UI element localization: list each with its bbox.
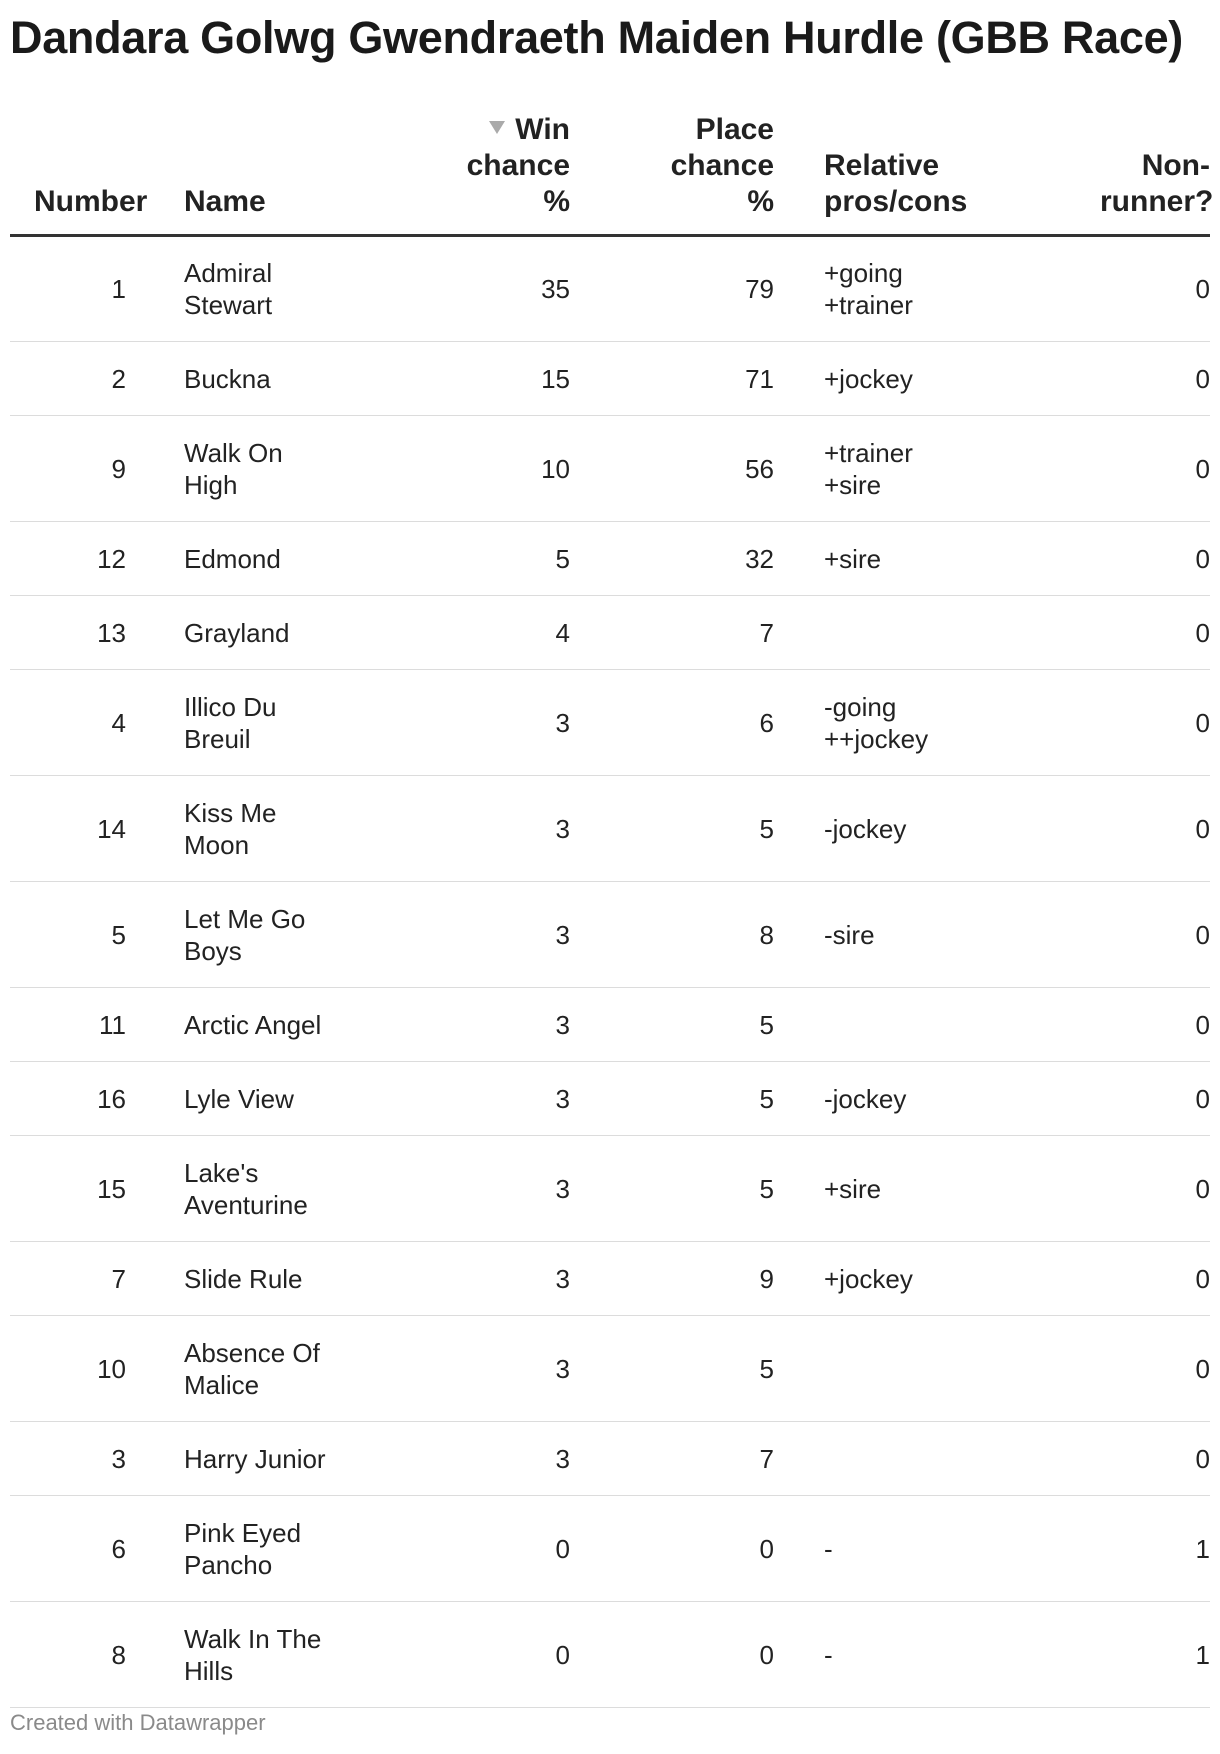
cell-non-runner-value: 0 <box>1195 274 1210 304</box>
cell-win-chance-value: 4 <box>555 617 570 648</box>
pros-cons-line: -jockey <box>824 813 907 844</box>
cell-win-chance-value: 3 <box>555 919 570 950</box>
cell-win-chance-value: 35 <box>541 274 570 304</box>
cell-place-chance-value: 79 <box>745 274 774 304</box>
pros-cons-line: +sire <box>824 543 882 574</box>
table-row <box>10 522 1210 596</box>
cell-number-value: 1 <box>111 274 126 304</box>
cell-number <box>10 670 150 776</box>
horse-name-text: Arctic Angel <box>184 1009 322 1040</box>
cell-horse-name <box>150 416 340 522</box>
column-header-win-chance[interactable] <box>340 112 570 236</box>
column-header-non-runner[interactable] <box>1030 112 1214 236</box>
cell-win-chance-value: 3 <box>555 707 570 738</box>
column-header-name[interactable] <box>150 112 340 236</box>
cell-horse-name <box>150 1136 340 1242</box>
cell-win-chance-value: 3 <box>555 1173 570 1204</box>
cell-non-runner <box>1030 776 1210 882</box>
cell-place-chance <box>570 1316 774 1422</box>
cell-win-chance <box>340 776 570 882</box>
cell-place-chance <box>570 596 774 670</box>
cell-non-runner <box>1030 1062 1210 1136</box>
cell-win-chance <box>340 416 570 522</box>
cell-number <box>10 1316 150 1422</box>
cell-win-chance-value: 3 <box>555 1263 570 1294</box>
table-row <box>10 670 1210 776</box>
cell-place-chance-value: 0 <box>759 1533 774 1564</box>
horse-name-text: Admiral Stewart <box>184 258 273 320</box>
table-row <box>10 596 1210 670</box>
table-body <box>10 236 1210 1708</box>
cell-non-runner <box>1030 416 1210 522</box>
column-header-relative-pros-cons[interactable] <box>774 112 1030 236</box>
cell-win-chance <box>340 522 570 596</box>
cell-number-value: 5 <box>111 919 126 950</box>
cell-place-chance-value: 7 <box>759 617 774 648</box>
pros-cons-line: +going <box>824 258 903 288</box>
cell-win-chance <box>340 1316 570 1422</box>
cell-place-chance-value: 5 <box>759 1009 774 1040</box>
cell-place-chance-value: 5 <box>759 1083 774 1114</box>
cell-horse-name <box>150 596 340 670</box>
table-row <box>10 342 1210 416</box>
cell-place-chance-value: 7 <box>759 1443 774 1474</box>
pros-cons-line: - <box>824 1533 833 1564</box>
cell-win-chance-value: 3 <box>555 1083 570 1114</box>
cell-number <box>10 416 150 522</box>
cell-place-chance <box>570 1602 774 1708</box>
cell-place-chance-value: 5 <box>759 813 774 844</box>
cell-number-value: 16 <box>97 1083 126 1114</box>
cell-place-chance <box>570 1422 774 1496</box>
cell-number-value: 6 <box>111 1533 126 1564</box>
column-header-label: Non-runner? <box>1100 149 1214 218</box>
cell-place-chance-value: 0 <box>759 1639 774 1670</box>
cell-win-chance-value: 3 <box>555 813 570 844</box>
pros-cons-line: -jockey <box>824 1083 907 1114</box>
cell-non-runner <box>1030 1136 1210 1242</box>
cell-number <box>10 236 150 342</box>
cell-number <box>10 1602 150 1708</box>
cell-non-runner-value: 0 <box>1195 813 1210 844</box>
cell-number-value: 10 <box>97 1353 126 1384</box>
cell-number <box>10 1242 150 1316</box>
cell-win-chance <box>340 342 570 416</box>
pros-cons-line: +sire <box>824 469 882 500</box>
cell-number-value: 13 <box>97 617 126 648</box>
cell-number <box>10 1496 150 1602</box>
cell-number-value: 9 <box>111 453 126 484</box>
cell-horse-name <box>150 1062 340 1136</box>
datawrapper-credit[interactable]: Created with Datawrapper <box>10 1710 266 1735</box>
cell-relative-pros-cons <box>774 1242 1030 1316</box>
cell-win-chance-value: 0 <box>555 1533 570 1564</box>
pros-cons-line: +jockey <box>824 1263 913 1294</box>
table-row <box>10 1602 1210 1708</box>
cell-relative-pros-cons <box>774 236 1030 342</box>
table-row <box>10 776 1210 882</box>
cell-win-chance <box>340 882 570 988</box>
pros-cons-line: ++jockey <box>824 723 929 754</box>
cell-horse-name <box>150 522 340 596</box>
cell-place-chance-value: 5 <box>759 1173 774 1204</box>
cell-place-chance-value: 56 <box>745 453 774 484</box>
cell-non-runner <box>1030 1422 1210 1496</box>
cell-horse-name <box>150 776 340 882</box>
cell-place-chance <box>570 988 774 1062</box>
cell-place-chance <box>570 342 774 416</box>
column-header-label: Place chance % <box>670 113 774 218</box>
cell-place-chance <box>570 522 774 596</box>
cell-non-runner <box>1030 1316 1210 1422</box>
cell-place-chance <box>570 882 774 988</box>
cell-non-runner <box>1030 988 1210 1062</box>
cell-relative-pros-cons <box>774 1422 1030 1496</box>
cell-place-chance <box>570 1242 774 1316</box>
cell-non-runner-value: 0 <box>1195 1443 1210 1474</box>
cell-win-chance <box>340 1422 570 1496</box>
cell-relative-pros-cons <box>774 1316 1030 1422</box>
cell-number <box>10 522 150 596</box>
horse-name-text: Pink Eyed Pancho <box>184 1517 302 1580</box>
cell-place-chance <box>570 1496 774 1602</box>
horse-name-text: Walk On High <box>184 437 283 500</box>
cell-non-runner-value: 0 <box>1195 1083 1210 1114</box>
cell-non-runner-value: 0 <box>1195 707 1210 738</box>
cell-number-value: 11 <box>99 1009 126 1040</box>
cell-win-chance-value: 3 <box>555 1353 570 1384</box>
cell-horse-name <box>150 1602 340 1708</box>
cell-non-runner-value: 0 <box>1195 1263 1210 1294</box>
race-table-container <box>10 112 1214 1708</box>
table-row <box>10 1062 1210 1136</box>
cell-number <box>10 988 150 1062</box>
cell-place-chance-value: 6 <box>759 707 774 738</box>
cell-relative-pros-cons <box>774 342 1030 416</box>
cell-horse-name <box>150 1242 340 1316</box>
cell-number <box>10 882 150 988</box>
cell-number-value: 3 <box>111 1443 126 1474</box>
cell-place-chance <box>570 416 774 522</box>
cell-non-runner <box>1030 236 1210 342</box>
cell-non-runner-value: 1 <box>1195 1533 1210 1564</box>
cell-win-chance <box>340 1242 570 1316</box>
pros-cons-line: - <box>824 1639 833 1670</box>
cell-relative-pros-cons <box>774 670 1030 776</box>
cell-number <box>10 1136 150 1242</box>
cell-non-runner <box>1030 1602 1210 1708</box>
pros-cons-line: +sire <box>824 1173 882 1204</box>
table-row <box>10 882 1210 988</box>
horse-name-text: Lake's Aventurine <box>184 1157 308 1220</box>
cell-number <box>10 342 150 416</box>
cell-place-chance-value: 8 <box>759 919 774 950</box>
cell-win-chance-value: 15 <box>541 363 570 394</box>
cell-number-value: 15 <box>97 1173 126 1204</box>
table-row <box>10 988 1210 1062</box>
cell-place-chance-value: 32 <box>745 543 774 574</box>
cell-relative-pros-cons <box>774 776 1030 882</box>
cell-horse-name <box>150 1496 340 1602</box>
cell-win-chance <box>340 670 570 776</box>
cell-number <box>10 776 150 882</box>
horse-name-text: Harry Junior <box>184 1443 326 1474</box>
pros-cons-line: +jockey <box>824 363 913 394</box>
cell-non-runner-value: 0 <box>1195 453 1210 484</box>
table-row <box>10 1136 1210 1242</box>
cell-non-runner <box>1030 670 1210 776</box>
chart-title: Dandara Golwg Gwendraeth Maiden Hurdle (GBB Race) <box>10 12 1183 63</box>
cell-number <box>10 1062 150 1136</box>
cell-relative-pros-cons <box>774 1602 1030 1708</box>
cell-place-chance <box>570 236 774 342</box>
horse-name-text: Kiss Me Moon <box>184 797 277 860</box>
cell-number-value: 8 <box>111 1639 126 1670</box>
cell-win-chance-value: 3 <box>555 1443 570 1474</box>
cell-relative-pros-cons <box>774 1136 1030 1242</box>
column-header-label: Number <box>34 185 148 218</box>
horse-name-text: Absence Of Malice <box>184 1337 320 1400</box>
cell-place-chance <box>570 1062 774 1136</box>
pros-cons-line: -sire <box>824 919 875 950</box>
cell-win-chance <box>340 1496 570 1602</box>
cell-horse-name <box>150 1422 340 1496</box>
horse-name-text: Illico Du Breuil <box>184 691 277 754</box>
cell-place-chance-value: 71 <box>745 363 774 394</box>
cell-non-runner-value: 0 <box>1195 1353 1210 1384</box>
cell-win-chance-value: 10 <box>541 453 570 484</box>
cell-non-runner-value: 0 <box>1195 1173 1210 1204</box>
cell-place-chance-value: 9 <box>759 1263 774 1294</box>
table-header <box>10 112 1214 236</box>
cell-number <box>10 1422 150 1496</box>
horse-name-text: Edmond <box>184 543 281 574</box>
pros-cons-line: +trainer <box>824 437 913 468</box>
cell-relative-pros-cons <box>774 1062 1030 1136</box>
horse-name-text: Lyle View <box>184 1083 294 1114</box>
cell-non-runner-value: 0 <box>1195 363 1210 394</box>
cell-horse-name <box>150 1316 340 1422</box>
cell-place-chance <box>570 1136 774 1242</box>
table-row <box>10 236 1210 342</box>
cell-non-runner-value: 0 <box>1195 919 1210 950</box>
cell-relative-pros-cons <box>774 416 1030 522</box>
table-row <box>10 1422 1210 1496</box>
column-header-number[interactable] <box>10 112 150 236</box>
pros-cons-line: -going <box>824 691 897 722</box>
cell-number-value: 14 <box>97 813 126 844</box>
cell-win-chance <box>340 236 570 342</box>
table-row <box>10 416 1210 522</box>
table-row <box>10 1316 1210 1422</box>
race-table <box>10 112 1214 1708</box>
cell-relative-pros-cons <box>774 596 1030 670</box>
cell-non-runner-value: 0 <box>1195 617 1210 648</box>
cell-number-value: 4 <box>111 707 126 738</box>
cell-non-runner <box>1030 1242 1210 1316</box>
cell-horse-name <box>150 988 340 1062</box>
column-header-place-chance[interactable] <box>570 112 774 236</box>
cell-win-chance-value: 5 <box>555 543 570 574</box>
cell-relative-pros-cons <box>774 1496 1030 1602</box>
cell-non-runner-value: 0 <box>1195 1009 1210 1040</box>
header-row <box>10 112 1210 236</box>
column-header-label: Win chance % <box>466 113 570 218</box>
sort-descending-icon <box>489 121 505 134</box>
table-row <box>10 1242 1210 1316</box>
column-header-label: Relative pros/cons <box>824 149 968 218</box>
cell-non-runner <box>1030 1496 1210 1602</box>
cell-relative-pros-cons <box>774 522 1030 596</box>
cell-non-runner <box>1030 522 1210 596</box>
cell-relative-pros-cons <box>774 882 1030 988</box>
cell-place-chance <box>570 670 774 776</box>
cell-win-chance <box>340 1062 570 1136</box>
cell-relative-pros-cons <box>774 988 1030 1062</box>
cell-horse-name <box>150 236 340 342</box>
cell-non-runner <box>1030 882 1210 988</box>
cell-win-chance <box>340 1136 570 1242</box>
cell-number-value: 12 <box>97 543 126 574</box>
cell-horse-name <box>150 882 340 988</box>
cell-non-runner-value: 0 <box>1195 543 1210 574</box>
cell-horse-name <box>150 342 340 416</box>
cell-win-chance-value: 0 <box>555 1639 570 1670</box>
cell-win-chance <box>340 1602 570 1708</box>
cell-win-chance <box>340 988 570 1062</box>
cell-place-chance <box>570 776 774 882</box>
horse-name-text: Buckna <box>184 363 271 394</box>
column-header-label: Name <box>184 185 266 218</box>
cell-win-chance-value: 3 <box>555 1009 570 1040</box>
horse-name-text: Let Me Go Boys <box>184 903 306 966</box>
pros-cons-line: +trainer <box>824 290 913 320</box>
cell-number-value: 7 <box>111 1263 126 1294</box>
horse-name-text: Slide Rule <box>184 1263 303 1294</box>
cell-non-runner <box>1030 342 1210 416</box>
cell-number <box>10 596 150 670</box>
horse-name-text: Grayland <box>184 617 290 648</box>
cell-non-runner <box>1030 596 1210 670</box>
cell-horse-name <box>150 670 340 776</box>
horse-name-text: Walk In The Hills <box>184 1623 322 1686</box>
cell-place-chance-value: 5 <box>759 1353 774 1384</box>
table-row <box>10 1496 1210 1602</box>
cell-number-value: 2 <box>111 363 126 394</box>
cell-non-runner-value: 1 <box>1195 1639 1210 1670</box>
cell-win-chance <box>340 596 570 670</box>
